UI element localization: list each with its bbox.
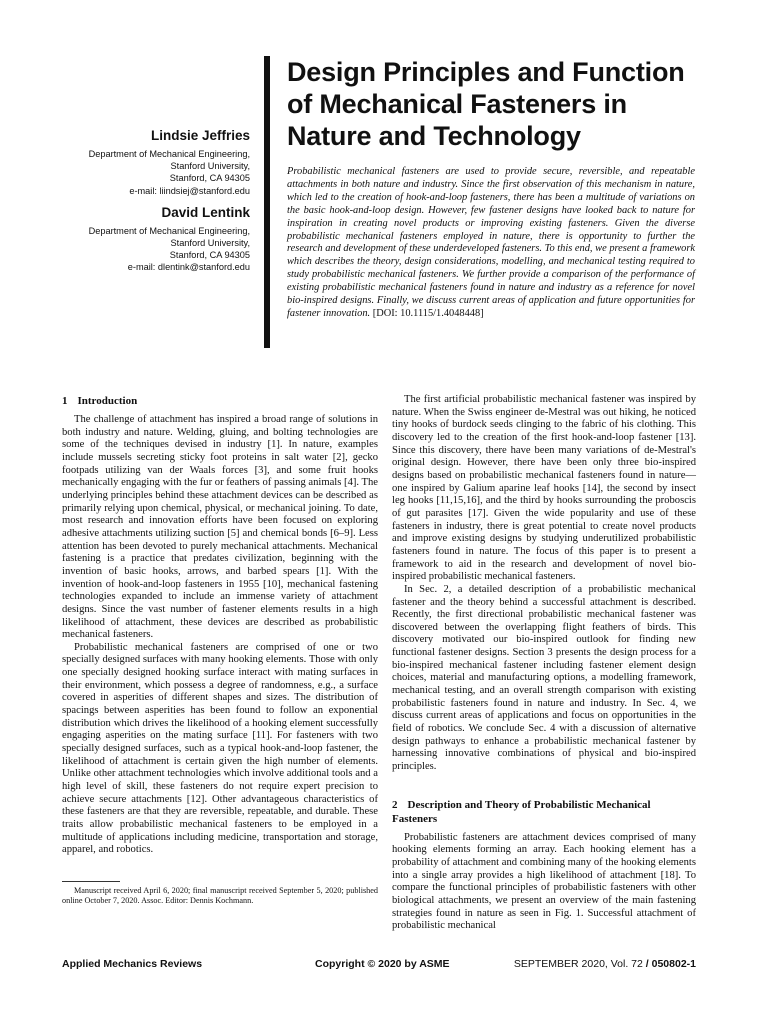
paper-title: Design Principles and Function of Mechanical Fasteners in Nature and Technology [287, 57, 685, 151]
author-1 [86, 128, 250, 197]
body-paragraph: Probabilistic fasteners are attachment devices comprised of many hooking elements forming an array. Each hooking element has a probability of attachment and combining many of the hooking elements into a single array provides a high likelihood of attachment [18]. To compare the functional principles of probabilistic fasteners with other biological attachments, we present an overview of the main fastening strategies found in nature as seen in Fig. 1. Successful attachment of probabilistic mechanical [392, 831, 696, 932]
section-title: Introduction [77, 395, 138, 407]
title-divider-bar [264, 56, 270, 348]
section-number: 1 [62, 395, 68, 407]
abstract-text: Probabilistic mechanical fasteners are used to provide secure, reversible, and repeatable attachments in both nature and industry. Since the first observation of this mechanism in nature, which led to the creation of hook-and-loop fasteners, there has been a multitude of variations on the basic hook-and-loop design. However, few fastener designs have looked back to nature for inspiration in creating novel products or improving existing fasteners. Given the diverse probabilistic mechanical fasteners employed in nature, there is opportunity to further the research and development of these underdeveloped fasteners. To this end, we present a framework which describes the theory, design considerations, modelling, and mechanical testing required to study probabilistic mechanical fasteners. We further provide a comparison of the performance of existing probabilistic mechanical fasteners found in nature and industry as a reference for novel bio-inspired designs. Finally, we discuss current areas of application and future opportunities for fastener innovation. [287, 166, 695, 319]
body-paragraph: The challenge of attachment has inspired a broad range of solutions in both industry and nature. Welding, gluing, and bolting technologies are some of the techniques devised in industry [1]. In nature, examples include mussels secreting sticky foot proteins in salt water [2], gecko footpads utilizing van der Waals forces [3], and some fruit hooks mechanically engaging with the fur or feathers of passing animals [4]. The underlying principles behind these attachment devices can be described as primarily relying upon chemical, physical, or mechanical joining. To date, most research and innovation efforts have been focused on exploring adhesive attachments utilizing suction [5] and chemical bonds [6–9]. Less attention has been devoted to purely mechanical attachments. Mechanical fastening is a practice that predates civilization, beginning with the invention of basic hooks, arrows, and barbed spears [1]. With the invention of hook-and-loop fasteners in 1955 [10], mechanical fastening technologies expanded to include an immense variety of attachment designs. Since the vast number of fastener elements results in a high likelihood of attachment, these devices are described as probabilistic mechanical fasteners. [62, 414, 378, 641]
author-affiliation: Department of Mechanical Engineering, Stanford University, Stanford, CA 94305 e-mail: liindsiej@stanford.edu [88, 149, 250, 196]
section-number: 2 [392, 798, 398, 811]
author-name: David Lentink [161, 204, 250, 220]
body-paragraph: In Sec. 2, a detailed description of a probabilistic mechanical fastener and the theory behind a successful attachment is described. Recently, the first directional probabilistic mechanical fastener was discovered between the overlapping flight feathers of birds. This discovery motivated our bio-inspired outlook for finding new functional fastener designs. Section 3 presents the design process for a bio-inspired mechanical fastener including fastener element design choices, material and manufacturing options, a modelling framework, mechanical testing, and an overall strength comparison with existing probabilistic fasteners found in nature and industry. In Sec. 4, we discuss current areas of applications and focus on opportunities in the field of robotics. We conclude Sec. 4 with a discussion of alternative design pathways to enhance a probabilistic mechanical fastener by harnessing innovative combinations of physical and bio-inspired principles. [392, 583, 696, 773]
doi-link[interactable]: [DOI: 10.1115/1.4048448] [372, 307, 484, 319]
section-heading [62, 394, 378, 408]
copyright: Copyright © 2020 by ASME [315, 958, 450, 970]
footnote-divider [62, 881, 120, 882]
author-2 [86, 205, 250, 274]
body-paragraph: Probabilistic mechanical fasteners are comprised of one or two specially designed surfaces with many hooking elements. Those with only one specially designed hooking surface interact with mating surfaces in their environment, which possess a degree of randomness, e.g., a surface covered in asperities of different shapes and sizes. The distribution of spacings between asperities has been found to follow an exponential distribution which drives the likelihood of a hooking element successfully engaging asperities on the mating surface [11]. For fasteners with two specially designed surfaces, such as a typical hook-and-loop fastener, the likelihood of attachment is certain given the high number of elements. Unlike other attachment technologies which involve additional tools and a high level of skill, these fasteners do not require expert precision to achieve secure attachments [12]. Other advantageous characteristics of these fasteners are that they are reversible, repeatable, and durable. These traits allow probabilistic mechanical fasteners to be employed in a multitude of applications including medicine, transportation and storage, apparel, and robotics. [62, 641, 378, 856]
page-info [500, 957, 696, 971]
author-name: Lindsie Jeffries [150, 128, 250, 143]
issue-info: SEPTEMBER 2020, Vol. 72 [513, 958, 643, 970]
page-number: 050802-1 [651, 958, 696, 970]
author-block [86, 128, 250, 282]
section-title: Description and Theory of Probabilistic Mechanical Fasteners [392, 798, 651, 825]
body-paragraph: The first artificial probabilistic mechanical fastener was inspired by nature. When the Swiss engineer de-Mestral was out hiking, he noticed tiny hooks of burdock seeds clinging to the fabric of his clothing. This discovery led to the creation of the first hook-and-loop fastener [13]. Since this discovery, there have been many variations of de-Mestral's original design. However, there have been only three bio-inspired designs based on probabilistic mechanical fasteners found in nature—one inspired by Galium aparine leaf hooks [14], the second by insect leg hooks [11,15,16], and the third by hooks surrounding the proboscis of gut parasites [17]. Given the wide popularity and use of these fasteners in industry, there is great potential to create novel products and improve existing designs by studying underutilized probabilistic fasteners found in nature. The focus of this paper is to present a framework to aid in the research and development of novel bio-inspired probabilistic mechanical fasteners. [392, 394, 696, 583]
journal-name: Applied Mechanics Reviews [62, 958, 203, 970]
author-affiliation: Department of Mechanical Engineering, Stanford University, Stanford, CA 94305 e-mail: dlentink@stanford.edu [88, 225, 250, 273]
section-heading [392, 798, 696, 826]
footnote: Manuscript received April 6, 2020; final manuscript received September 5, 2020; published online October 7, 2020. Assoc. Editor: Dennis Kochmann. [62, 885, 378, 906]
right-column [392, 394, 696, 933]
left-column [62, 394, 378, 907]
separator: / [645, 958, 649, 970]
abstract [287, 166, 695, 321]
